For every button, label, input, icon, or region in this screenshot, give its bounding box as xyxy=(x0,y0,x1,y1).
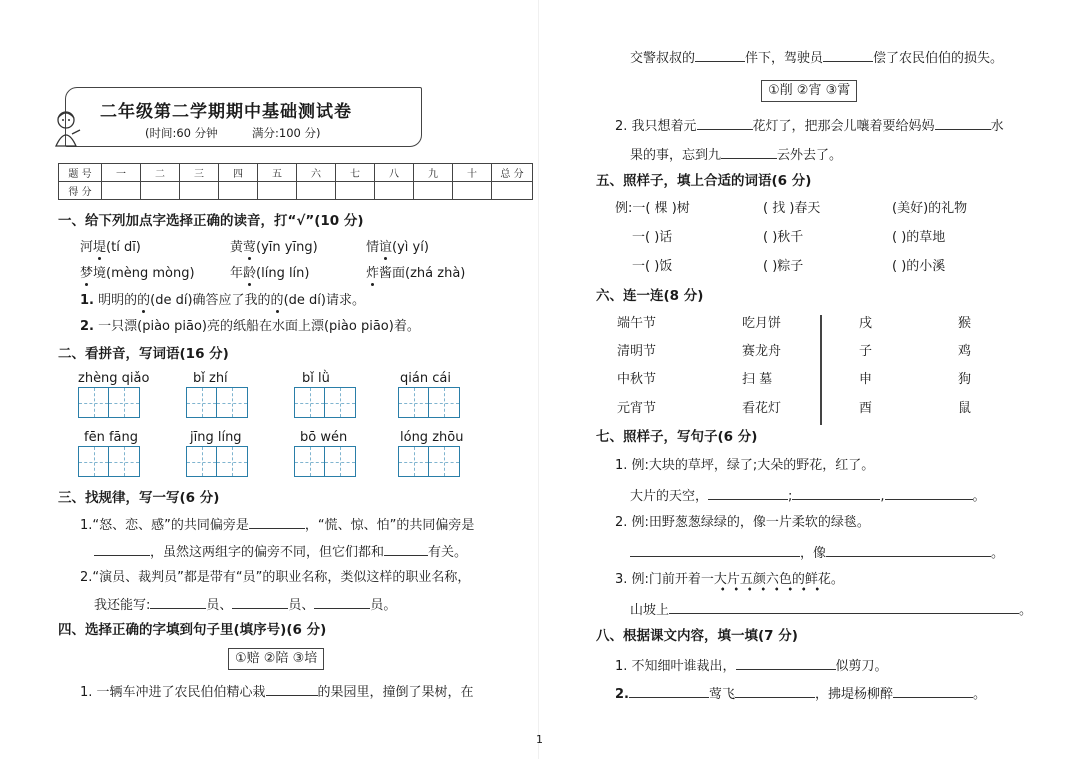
example-item: ( 找 )春天 xyxy=(763,201,821,216)
col-header: 十 xyxy=(453,164,492,182)
zodiac-animal-item[interactable]: 鸡 xyxy=(958,344,972,359)
writing-grid[interactable] xyxy=(294,387,356,418)
pinyin-item: 梦境(mèng mòng) xyxy=(80,266,195,281)
question-7-3: 3. 例:门前开着一大片五颜六色的鲜花。 xyxy=(615,572,844,587)
answer-blank[interactable] xyxy=(885,486,973,500)
answer-blank[interactable] xyxy=(893,684,973,698)
emphasis-dots xyxy=(716,587,824,591)
answer-blank[interactable] xyxy=(669,600,1019,614)
question-3-1: 1.“怒、恋、感”的共同偏旁是 ，“慌、惊、怕”的共同偏旁是 xyxy=(80,515,474,535)
answer-blank[interactable] xyxy=(232,595,288,609)
col-header: 三 xyxy=(180,164,219,182)
writing-grid[interactable] xyxy=(78,387,140,418)
answer-blank[interactable] xyxy=(384,542,428,556)
writing-grid[interactable] xyxy=(186,387,248,418)
section-4-heading: 四、选择正确的字填到句子里(填序号)(6 分) xyxy=(58,622,327,638)
zodiac-animal-item[interactable]: 狗 xyxy=(958,372,972,387)
pinyin-item: 黄莺(yīn yīng) xyxy=(230,240,318,255)
col-header: 五 xyxy=(258,164,297,182)
col-header: 一 xyxy=(102,164,141,182)
col-header: 九 xyxy=(414,164,453,182)
question-7-2: 2. 例:田野葱葱绿绿的，像一片柔软的绿毯。 xyxy=(615,515,870,530)
fill-item[interactable]: ( )的小溪 xyxy=(892,259,946,274)
question-4-2: 2. 我只想着元 花灯了，把那会儿嚷着要给妈妈 水 xyxy=(615,116,1004,136)
pinyin-label: jīng líng xyxy=(190,430,242,445)
score-cell[interactable] xyxy=(414,182,453,200)
col-header: 总 分 xyxy=(492,164,533,182)
pinyin-item: 情谊(yì yí) xyxy=(366,240,429,255)
answer-line-7-2: ，像 。 xyxy=(630,543,1004,563)
answer-blank[interactable] xyxy=(823,48,873,62)
score-cell[interactable] xyxy=(336,182,375,200)
time-label: (时间:60 分钟 xyxy=(145,126,218,140)
custom-item[interactable]: 扫 墓 xyxy=(742,372,773,387)
writing-grid[interactable] xyxy=(398,387,460,418)
answer-blank[interactable] xyxy=(630,543,800,557)
fill-item[interactable]: ( )秋千 xyxy=(763,230,804,245)
answer-blank[interactable] xyxy=(736,656,836,670)
question-4-2-cont: 果的事，忘到九 云外去了。 xyxy=(630,145,842,165)
score-cell[interactable] xyxy=(453,182,492,200)
row-label: 题 号 xyxy=(59,164,102,182)
custom-item[interactable]: 赛龙舟 xyxy=(742,344,782,359)
pinyin-item: 炸酱面(zhá zhà) xyxy=(366,266,466,281)
score-cell[interactable] xyxy=(141,182,180,200)
answer-blank[interactable] xyxy=(708,486,788,500)
writing-grid[interactable] xyxy=(78,446,140,477)
pinyin-label: qián cái xyxy=(400,371,451,386)
col-header: 六 xyxy=(297,164,336,182)
score-table xyxy=(58,163,533,200)
question-3-2-cont: 我还能写: 员、 员、 员。 xyxy=(94,595,396,615)
answer-blank[interactable] xyxy=(697,116,753,130)
question-4-1-cont: 交警叔叔的 伴下，驾驶员 偿了农民伯伯的损失。 xyxy=(630,48,1003,68)
pinyin-label: bǐ zhí xyxy=(193,371,228,386)
answer-blank[interactable] xyxy=(735,684,815,698)
section-1-heading: 一、给下列加点字选择正确的读音，打“√”(10 分) xyxy=(58,213,364,229)
fill-item[interactable]: ( )的草地 xyxy=(892,230,946,245)
answer-blank[interactable] xyxy=(266,682,318,696)
question-1-2: 2. 一只漂(piào piāo)亮的纸船在水面上漂(piào piāo)着。 xyxy=(80,319,420,334)
page-fold xyxy=(538,0,539,759)
fill-item[interactable]: 一( )话 xyxy=(632,230,673,245)
earthly-branch-item[interactable]: 戌 xyxy=(859,316,873,331)
col-header: 七 xyxy=(336,164,375,182)
answer-blank[interactable] xyxy=(629,684,709,698)
writing-grid[interactable] xyxy=(398,446,460,477)
cartoon-girl-icon xyxy=(48,108,84,148)
fill-item[interactable]: ( )粽子 xyxy=(763,259,804,274)
pinyin-label: fēn fāng xyxy=(84,430,138,445)
pinyin-label: lóng zhōu xyxy=(400,430,464,445)
score-cell[interactable] xyxy=(297,182,336,200)
festival-item[interactable]: 元宵节 xyxy=(617,401,657,416)
pinyin-item: 河堤(tí dī) xyxy=(80,240,141,255)
pinyin-label: zhèng qiǎo xyxy=(78,371,150,386)
answer-line-7-3: 山坡上 。 xyxy=(630,600,1032,620)
score-label: 满分:100 分) xyxy=(252,126,321,140)
writing-grid[interactable] xyxy=(294,446,356,477)
question-8-2: 2. 莺飞 ，拂堤杨柳醉 。 xyxy=(615,684,986,704)
page-number: 1 xyxy=(536,733,543,746)
zodiac-animal-item[interactable]: 猴 xyxy=(958,316,972,331)
example-item: 例:一( 棵 )树 xyxy=(615,201,690,216)
score-cell[interactable] xyxy=(219,182,258,200)
row-label: 得 分 xyxy=(59,182,102,200)
question-3-2: 2.“演员、裁判员”都是带有“员”的职业名称，类似这样的职业名称， xyxy=(80,570,471,585)
answer-blank[interactable] xyxy=(826,543,991,557)
festival-item[interactable]: 端午节 xyxy=(617,316,657,331)
pinyin-label: bō wén xyxy=(300,430,348,445)
earthly-branch-item[interactable]: 酉 xyxy=(859,401,873,416)
col-header: 四 xyxy=(219,164,258,182)
fill-item[interactable]: 一( )饭 xyxy=(632,259,673,274)
answer-blank[interactable] xyxy=(721,145,777,159)
section-5-heading: 五、照样子，填上合适的词语(6 分) xyxy=(596,173,812,189)
pinyin-label: bǐ lǜ xyxy=(302,371,330,386)
score-cell[interactable] xyxy=(375,182,414,200)
earthly-branch-item[interactable]: 申 xyxy=(859,372,873,387)
custom-item[interactable]: 看花灯 xyxy=(742,401,782,416)
answer-blank[interactable] xyxy=(695,48,745,62)
answer-blank[interactable] xyxy=(935,116,991,130)
answer-line-7-1: 大片的天空， ; , 。 xyxy=(630,486,986,506)
question-3-1-cont: ，虽然这两组字的偏旁不同，但它们都和 有关。 xyxy=(94,542,467,562)
col-header: 二 xyxy=(141,164,180,182)
custom-item[interactable]: 吃月饼 xyxy=(742,316,782,331)
section-8-heading: 八、根据课文内容，填一填(7 分) xyxy=(596,628,798,644)
zodiac-animal-item[interactable]: 鼠 xyxy=(958,401,972,416)
writing-grid[interactable] xyxy=(186,446,248,477)
options-box-2: ①削 ②宵 ③霄 xyxy=(761,80,857,102)
example-item: (美好)的礼物 xyxy=(892,201,968,216)
answer-blank[interactable] xyxy=(150,595,206,609)
question-1-1: 1. 明明的的(de dí)确答应了我的的(de dí)请求。 xyxy=(80,293,365,308)
earthly-branch-item[interactable]: 子 xyxy=(859,344,873,359)
answer-blank[interactable] xyxy=(94,542,150,556)
pinyin-item: 年龄(líng lín) xyxy=(230,266,310,281)
answer-blank[interactable] xyxy=(249,515,305,529)
section-2-heading: 二、看拼音，写词语(16 分) xyxy=(58,346,229,362)
section-3-heading: 三、找规律，写一写(6 分) xyxy=(58,490,220,506)
score-cell[interactable] xyxy=(258,182,297,200)
answer-blank[interactable] xyxy=(314,595,370,609)
page-title: 二年级第二学期期中基础测试卷 xyxy=(100,102,352,122)
question-7-1: 1. 例:大块的草坪，绿了;大朵的野花，红了。 xyxy=(615,458,875,473)
score-cell[interactable] xyxy=(180,182,219,200)
section-7-heading: 七、照样子，写句子(6 分) xyxy=(596,429,758,445)
score-cell[interactable] xyxy=(102,182,141,200)
divider-line xyxy=(820,315,822,425)
question-4-1: 1. 一辆车冲进了农民伯伯精心栽 的果园里，撞倒了果树，在 xyxy=(80,682,474,702)
col-header: 八 xyxy=(375,164,414,182)
festival-item[interactable]: 清明节 xyxy=(617,344,657,359)
score-cell[interactable] xyxy=(492,182,533,200)
question-8-1: 1. 不知细叶谁裁出， 似剪刀。 xyxy=(615,656,888,676)
answer-blank[interactable] xyxy=(792,486,880,500)
festival-item[interactable]: 中秋节 xyxy=(617,372,657,387)
section-6-heading: 六、连一连(8 分) xyxy=(596,288,704,304)
options-box-1: ①赔 ②陪 ③培 xyxy=(228,648,324,670)
